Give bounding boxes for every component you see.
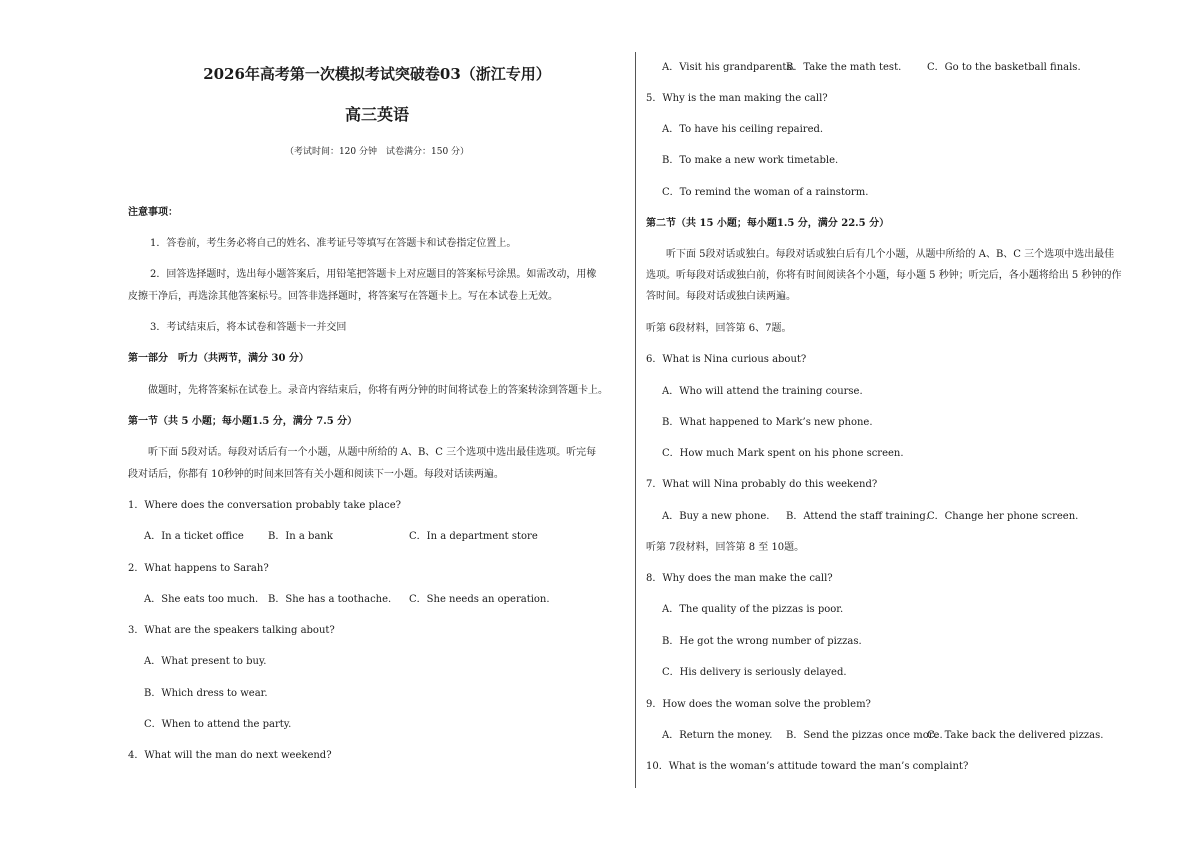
exam-subject: 高三英语 (344, 105, 409, 124)
q2-option-a: A．She eats too much. (144, 594, 259, 605)
question-3: 3．What are the speakers talking about? (128, 625, 335, 636)
section2-heading: 第二节（共 15 小题；每小题1.5 分，满分 22.5 分） (646, 218, 890, 229)
q6-option-c: C．How much Mark spent on his phone screen. (662, 448, 904, 459)
column-divider (635, 52, 636, 788)
q2-option-b: B．She has a toothache. (268, 594, 392, 605)
section1-heading: 第一节（共 5 小题；每小题1.5 分，满分 7.5 分） (128, 416, 358, 427)
exam-title: 2026年高考第一次模拟考试突破卷03（浙江专用） (203, 65, 551, 83)
q3-option-b: B．Which dress to wear. (144, 688, 268, 699)
question-1: 1．Where does the conversation probably take place? (128, 500, 402, 511)
q5-option-b: B．To make a new work timetable. (662, 155, 839, 166)
q8-option-a: A．The quality of the pizzas is poor. (662, 604, 844, 615)
notice-item-1: 1．答卷前，考生务必将自己的姓名、准考证号等填写在答题卡和试卷指定位置上。 (150, 238, 517, 249)
q9-option-c: C．Take back the delivered pizzas. (927, 730, 1104, 741)
q6-option-b: B．What happened to Mark’s new phone. (662, 417, 873, 428)
q7-option-b: B．Attend the staff training. (786, 511, 929, 522)
question-5: 5．Why is the man making the call? (646, 93, 828, 104)
question-10: 10．What is the woman’s attitude toward the man’s complaint? (646, 761, 969, 772)
question-7: 7．What will Nina probably do this weekend? (646, 479, 878, 490)
question-2: 2．What happens to Sarah? (128, 563, 269, 574)
q3-option-a: A．What present to buy. (144, 656, 267, 667)
notice-heading: 注意事项： (128, 207, 178, 218)
section1-instructions-cont: 段对话后，你都有 10秒钟的时间来回答有关小题和阅读下一小题。每段对话读两遍。 (128, 469, 504, 480)
q4-option-c: C．Go to the basketball finals. (927, 62, 1081, 73)
q8-option-c: C．His delivery is seriously delayed. (662, 667, 847, 678)
q9-option-b: B．Send the pizzas once more. (786, 730, 943, 741)
exam-info: （考试时间：120 分钟 试卷满分：150 分） (284, 147, 470, 157)
q2-option-c: C．She needs an operation. (409, 594, 550, 605)
question-9: 9．How does the woman solve the problem? (646, 699, 871, 710)
q4-option-a: A．Visit his grandparents. (662, 62, 795, 73)
q7-option-c: C．Change her phone screen. (927, 511, 1079, 522)
question-6: 6．What is Nina curious about? (646, 354, 807, 365)
part1-instructions: 做题时，先将答案标在试卷上。录音内容结束后，你将有两分钟的时间将试卷上的答案转涂到答题卡上。 (148, 385, 608, 396)
material-7-note: 听第 7段材料，回答第 8 至 10题。 (646, 542, 805, 553)
q6-option-a: A．Who will attend the training course. (662, 386, 863, 397)
section1-instructions: 听下面 5段对话。每段对话后有一个小题，从题中所给的 A、B、C 三个选项中选出最佳选项。听完每 (148, 447, 597, 458)
q5-option-a: A．To have his ceiling repaired. (662, 124, 824, 135)
q3-option-c: C．When to attend the party. (144, 719, 292, 730)
question-8: 8．Why does the man make the call? (646, 573, 833, 584)
q8-option-b: B．He got the wrong number of pizzas. (662, 636, 862, 647)
q9-option-a: A．Return the money. (662, 730, 773, 741)
q1-option-c: C．In a department store (409, 531, 538, 542)
q7-option-a: A．Buy a new phone. (662, 511, 770, 522)
notice-item-2: 2．回答选择题时，选出每小题答案后，用铅笔把答题卡上对应题目的答案标号涂黑。如需改动，用橡 (150, 269, 597, 280)
q5-option-c: C．To remind the woman of a rainstorm. (662, 187, 869, 198)
part1-heading: 第一部分 听力（共两节，满分 30 分） (128, 353, 309, 364)
section2-instructions-cont-1: 选项。听每段对话或独白前，你将有时间阅读各个小题，每小题 5 秒钟；听完后，各小题将给出 5 秒钟的作 (646, 270, 1122, 281)
section2-instructions: 听下面 5段对话或独白。每段对话或独白后有几个小题，从题中所给的 A、B、C 三个选项中选出最佳 (666, 249, 1115, 260)
q4-option-b: B．Take the math test. (786, 62, 902, 73)
section2-instructions-cont-2: 答时间。每段对话或独白读两遍。 (646, 291, 796, 302)
material-6-note: 听第 6段材料，回答第 6、7题。 (646, 323, 792, 334)
notice-item-2-cont: 皮擦干净后，再选涂其他答案标号。回答非选择题时，将答案写在答题卡上。写在本试卷上无效。 (128, 291, 558, 302)
q1-option-a: A．In a ticket office (144, 531, 244, 542)
q1-option-b: B．In a bank (268, 531, 333, 542)
question-4: 4．What will the man do next weekend? (128, 750, 332, 761)
notice-item-3: 3．考试结束后，将本试卷和答题卡一并交回 (150, 322, 347, 333)
